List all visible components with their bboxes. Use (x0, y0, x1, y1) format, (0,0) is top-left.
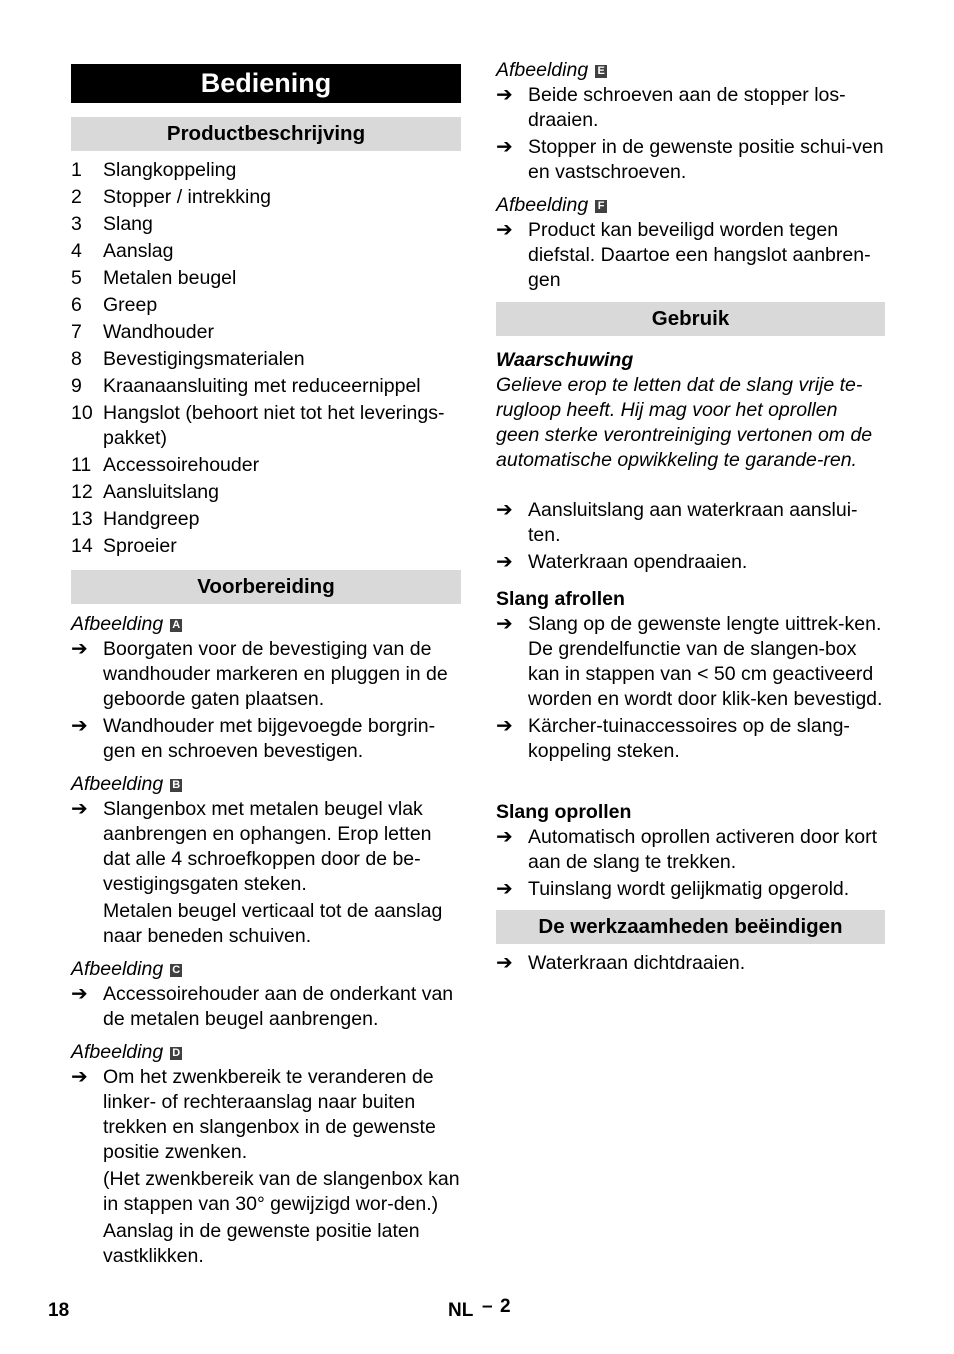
arrow-icon: ➔ (496, 84, 513, 106)
step: ➔ Waterkraan dichtdraaien. (496, 952, 746, 974)
figure-letter-d: D (170, 1047, 182, 1060)
section-page-number: 2 (500, 1296, 511, 1317)
arrow-icon: ➔ (71, 638, 88, 660)
step: ➔ Boorgaten voor de bevestiging van de wandhouder markeren en pluggen in de geboorde gaten plaatsen. (71, 638, 448, 710)
list-item-label: Stopper / intrekking (103, 186, 272, 208)
list-item-label: Aansluitslang (103, 481, 219, 503)
list-item-label: Bevestigingsmaterialen (103, 348, 305, 370)
subheading-slang-oprollen: Slang oprollen (496, 801, 632, 823)
heading-gebruik: Gebruik (496, 302, 885, 336)
list-item-number: 9 (71, 375, 82, 397)
list-item (71, 266, 461, 293)
list-item-number: 2 (71, 186, 82, 208)
step-note: Aanslag in de gewenste positie laten vastklikken. (103, 1220, 420, 1267)
heading-werkzaamheden-beeindigen: De werkzaamheden beëindigen (496, 910, 885, 944)
list-item-label: Greep (103, 294, 158, 316)
step: ➔ Product kan beveiligd worden tegen diefstal. Daartoe een hangslot aanbren-gen (496, 219, 871, 291)
list-item (71, 347, 461, 374)
left-column (71, 64, 461, 1271)
arrow-icon: ➔ (496, 613, 513, 635)
step: ➔ Accessoirehouder aan de onderkant van de metalen beugel aanbrengen. (71, 983, 454, 1030)
arrow-icon: ➔ (496, 715, 513, 737)
language-code: NL (448, 1300, 474, 1321)
step: ➔ Kärcher-tuinaccessoires op de slang-koppeling steken. (496, 715, 850, 762)
step: ➔ Waterkraan opendraaien. (496, 551, 748, 573)
step: ➔ Wandhouder met bijgevoegde borgrin-gen en schroeven bevestigen. (71, 715, 436, 762)
list-item-number: 4 (71, 240, 82, 262)
heading-voorbereiding: Voorbereiding (71, 570, 461, 604)
list-item-number: 1 (71, 159, 82, 181)
warning-title: Waarschuwing (496, 349, 634, 371)
list-item (71, 158, 461, 185)
figure-letter-c: C (170, 964, 182, 977)
page-footer (0, 1296, 954, 1322)
figure-ref-e: Afbeelding E (496, 58, 885, 83)
list-item (71, 239, 461, 266)
page-title: Bediening (71, 64, 461, 103)
arrow-icon: ➔ (496, 826, 513, 848)
figure-ref-f: Afbeelding F (496, 193, 885, 218)
list-item-number: 14 (71, 535, 93, 557)
figure-letter-e: E (595, 65, 607, 78)
product-list (71, 158, 461, 561)
list-item-label: Accessoirehouder (103, 454, 260, 476)
figure-letter-f: F (595, 200, 607, 213)
list-item-number: 8 (71, 348, 82, 370)
list-item-number: 7 (71, 321, 82, 343)
list-item-label: Slangkoppeling (103, 159, 237, 181)
arrow-icon: ➔ (496, 878, 513, 900)
step: ➔ Slangenbox met metalen beugel vlak aanbrengen en ophangen. Erop letten dat alle 4 schroefkoppen door de be-vestigingsgaten steken. (71, 798, 432, 895)
step-note: Metalen beugel verticaal tot de aanslag naar beneden schuiven. (103, 900, 443, 947)
warning-text: Gelieve erop te letten dat de slang vrije te-rugloop heeft. Hij mag voor het oprollen geen sterke verontreiniging vertonen om de automatische opwikkeling te garande-ren. (496, 374, 873, 471)
list-item (71, 212, 461, 239)
figure-ref-d: Afbeelding D (71, 1040, 461, 1065)
list-item-number: 12 (71, 481, 93, 503)
list-item-label: Hangslot (behoort niet tot het leverings-pakket) (103, 402, 445, 449)
step: ➔ Beide schroeven aan de stopper los-draaien. (496, 84, 846, 131)
list-item-label: Wandhouder (103, 321, 214, 343)
list-item-label: Slang (103, 213, 153, 235)
list-item-number: 10 (71, 402, 93, 424)
step: ➔ Stopper in de gewenste positie schui-ven en vastschroeven. (496, 136, 884, 183)
prep-section (71, 612, 461, 1271)
step: ➔ Slang op de gewenste lengte uittrek-ken. De grendelfunctie van de slangen-box kan in stappen van < 50 cm geactiveerd worden en wordt door klik-ken bevestigd. (496, 613, 883, 710)
list-item (71, 507, 461, 534)
arrow-icon: ➔ (71, 1066, 88, 1088)
arrow-icon: ➔ (496, 219, 513, 241)
figure-ref-c: Afbeelding C (71, 957, 461, 982)
list-item-number: 5 (71, 267, 82, 289)
list-item (71, 185, 461, 212)
list-item-label: Aanslag (103, 240, 174, 262)
step: ➔ Tuinslang wordt gelijkmatig opgerold. (496, 878, 850, 900)
list-item-number: 13 (71, 508, 93, 530)
list-item-label: Kraanaansluiting met reduceernippel (103, 375, 421, 397)
step: ➔ Automatisch oprollen activeren door kort aan de slang te trekken. (496, 826, 878, 873)
right-column (496, 58, 885, 978)
list-item-number: 6 (71, 294, 82, 316)
list-item (71, 453, 461, 480)
step: ➔ Om het zwenkbereik te veranderen de linker- of rechteraanslag naar buiten trekken en slangenbox in de gewenste positie zwenken. (71, 1066, 436, 1163)
list-item-label: Handgreep (103, 508, 200, 530)
list-item (71, 534, 461, 561)
list-item (71, 293, 461, 320)
list-item (71, 320, 461, 347)
list-item-number: 3 (71, 213, 82, 235)
list-item-label: Sproeier (103, 535, 177, 557)
list-item-number: 11 (71, 454, 92, 476)
arrow-icon: ➔ (496, 499, 513, 521)
footer-separator: – (482, 1296, 493, 1317)
figure-ref-b: Afbeelding B (71, 772, 461, 797)
arrow-icon: ➔ (496, 952, 513, 974)
figure-letter-b: B (170, 779, 182, 792)
arrow-icon: ➔ (496, 136, 513, 158)
page-number: 18 (48, 1300, 70, 1321)
list-item-label: Metalen beugel (103, 267, 237, 289)
subheading-slang-afrollen: Slang afrollen (496, 588, 625, 610)
list-item (71, 374, 461, 401)
arrow-icon: ➔ (71, 983, 88, 1005)
list-item (71, 401, 461, 453)
figure-ref-a: Afbeelding A (71, 612, 461, 637)
arrow-icon: ➔ (496, 551, 513, 573)
heading-productbeschrijving: Productbeschrijving (71, 117, 461, 151)
list-item (71, 480, 461, 507)
step: ➔ Aansluitslang aan waterkraan aanslui-ten. (496, 499, 858, 546)
arrow-icon: ➔ (71, 715, 88, 737)
arrow-icon: ➔ (71, 798, 88, 820)
step-note: (Het zwenkbereik van de slangenbox kan in stappen van 30° gewijzigd wor-den.) (103, 1168, 460, 1215)
figure-letter-a: A (170, 619, 182, 632)
